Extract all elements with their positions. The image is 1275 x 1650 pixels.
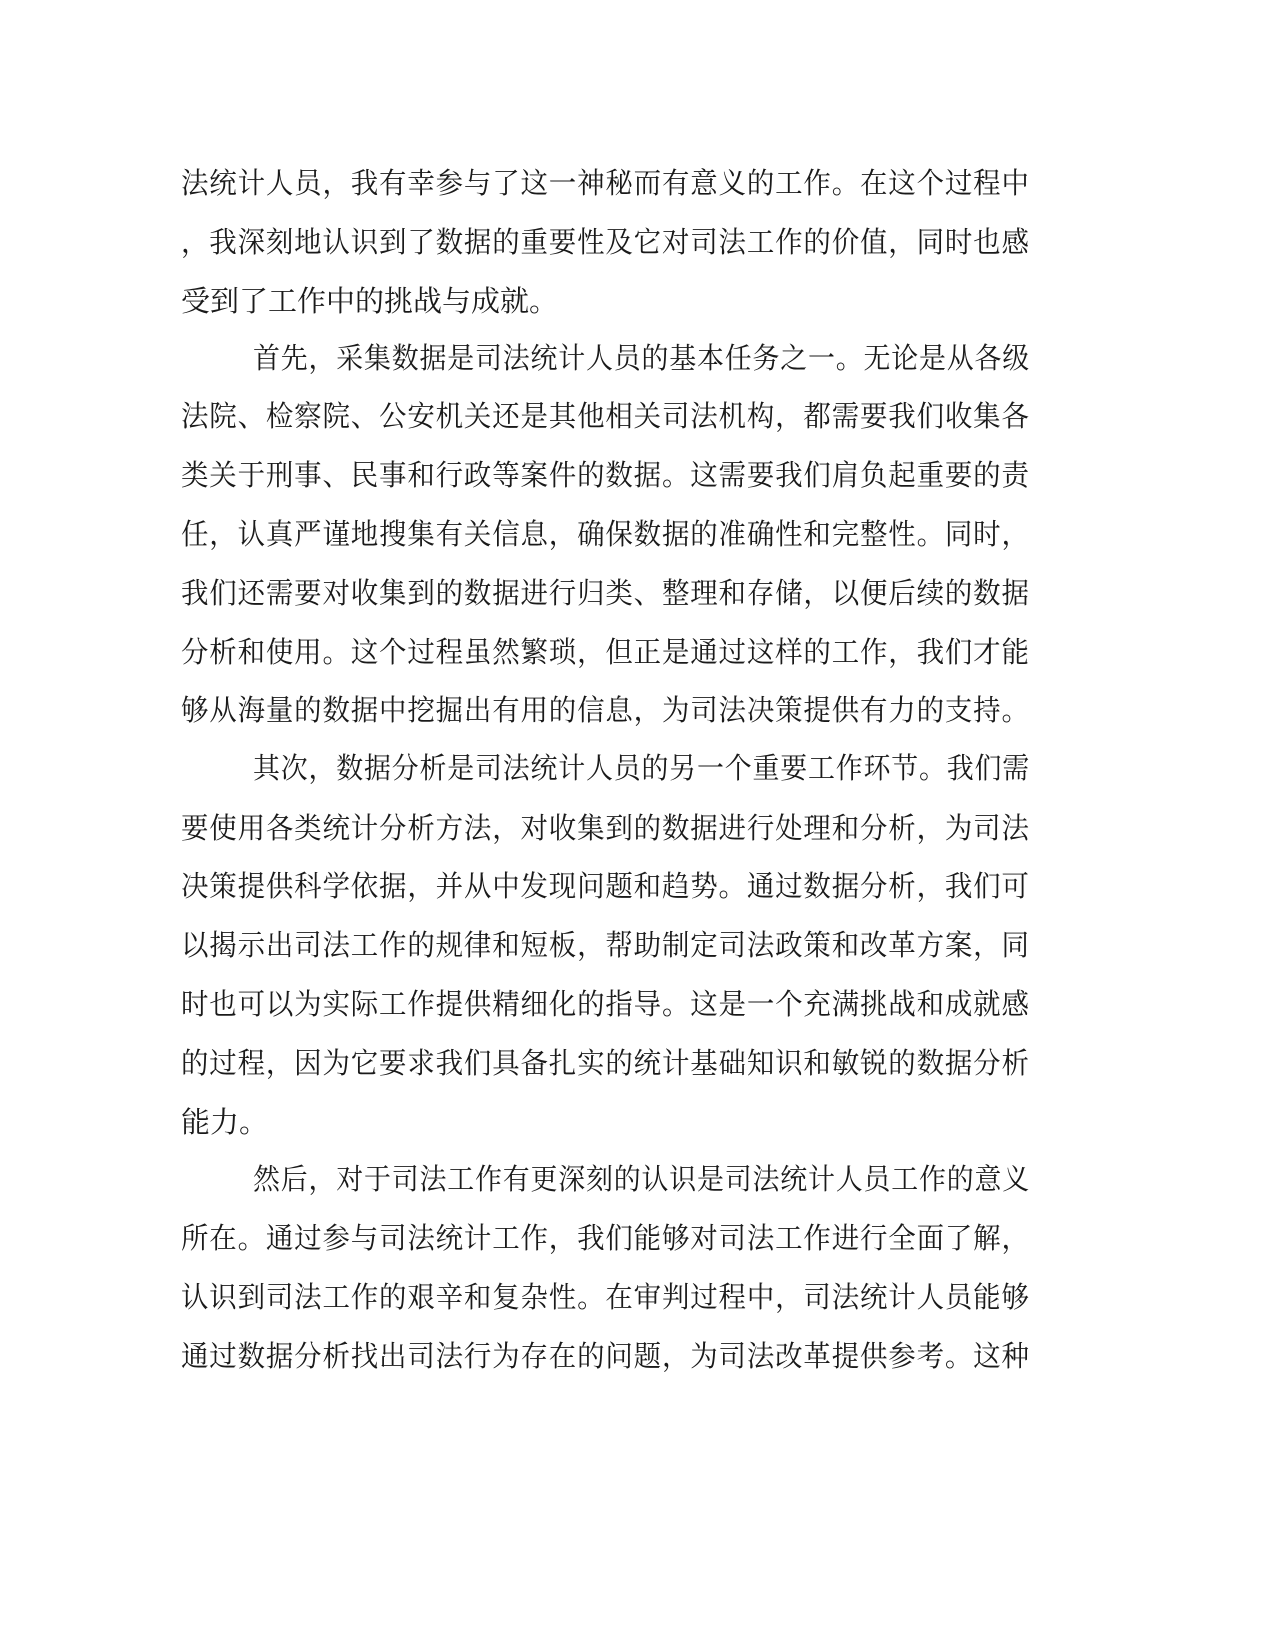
text-line: ，我深刻地认识到了数据的重要性及它对司法工作的价值，同时也感 — [181, 225, 1030, 259]
text-line: 其次，数据分析是司法统计人员的另一个重要工作环节。我们需 — [253, 751, 1031, 785]
text-line: 然后，对于司法工作有更深刻的认识是司法统计人员工作的意义 — [253, 1162, 1031, 1196]
text-line: 类关于刑事、民事和行政等案件的数据。这需要我们肩负起重要的责 — [181, 458, 1030, 492]
text-line: 通过数据分析找出司法行为存在的问题，为司法改革提供参考。这种 — [181, 1339, 1030, 1373]
text-line: 够从海量的数据中挖掘出有用的信息，为司法决策提供有力的支持。 — [181, 693, 1030, 727]
text-line: 以揭示出司法工作的规律和短板，帮助制定司法政策和改革方案，同 — [181, 928, 1030, 962]
text-line: 法统计人员，我有幸参与了这一神秘而有意义的工作。在这个过程中 — [181, 166, 1030, 200]
text-line: 决策提供科学依据，并从中发现问题和趋势。通过数据分析，我们可 — [181, 869, 1030, 903]
text-line: 所在。通过参与司法统计工作，我们能够对司法工作进行全面了解， — [181, 1221, 1030, 1255]
text-line: 法院、检察院、公安机关还是其他相关司法机构，都需要我们收集各 — [181, 399, 1030, 433]
text-line: 时也可以为实际工作提供精细化的指导。这是一个充满挑战和成就感 — [181, 987, 1030, 1021]
text-line: 能力。 — [181, 1105, 269, 1139]
text-line: 任，认真严谨地搜集有关信息，确保数据的准确性和完整性。同时， — [181, 517, 1030, 551]
text-line: 首先，采集数据是司法统计人员的基本任务之一。无论是从各级 — [253, 341, 1031, 375]
text-line: 认识到司法工作的艰辛和复杂性。在审判过程中，司法统计人员能够 — [181, 1280, 1030, 1314]
text-line: 分析和使用。这个过程虽然繁琐，但正是通过这样的工作，我们才能 — [181, 635, 1030, 669]
text-line: 受到了工作中的挑战与成就。 — [181, 284, 559, 318]
text-line: 要使用各类统计分析方法，对收集到的数据进行处理和分析，为司法 — [181, 811, 1030, 845]
text-line: 的过程，因为它要求我们具备扎实的统计基础知识和敏锐的数据分析 — [181, 1046, 1030, 1080]
text-line: 我们还需要对收集到的数据进行归类、整理和存储，以便后续的数据 — [181, 576, 1030, 610]
